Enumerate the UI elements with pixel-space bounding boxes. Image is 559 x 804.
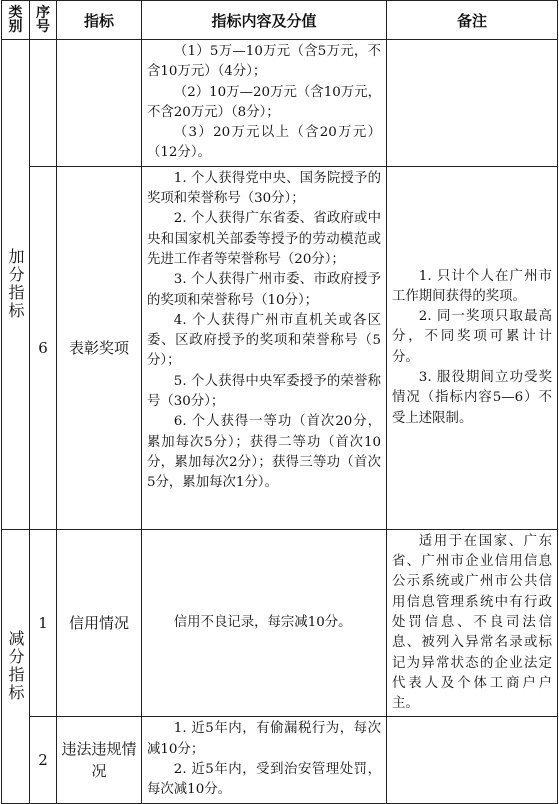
content-cell	[142, 717, 387, 803]
content-item: （3）20万元以上（含20万元）（12分）。	[147, 125, 381, 161]
scoring-table	[1, 0, 558, 804]
table-row	[2, 166, 558, 529]
content-item: （2）10万—20万元（含10万元，不含20万元）（8分）；	[147, 84, 381, 120]
table-header-row	[2, 1, 558, 40]
content-item: 1. 个人获得党中央、国务院授予的奖项和荣誉称号（30分）；	[147, 170, 381, 207]
seq-cell: 1	[30, 529, 57, 717]
content-item: 3. 个人获得广州市委、市政府授予的奖项和荣誉称号（10分）；	[147, 272, 381, 308]
header-notes: 备注	[387, 1, 558, 40]
category-cell-deduction: 减分指标	[2, 529, 30, 803]
category-cell-bonus: 加分指标	[2, 40, 30, 530]
header-indicator: 指标	[57, 1, 142, 40]
indicator-cell: 表彰奖项	[57, 166, 142, 529]
note-item: 3. 服役期间立功受奖情况（指标内容5—6）不受上述限制。	[392, 370, 552, 426]
notes-cell	[387, 40, 558, 167]
note-item: 1. 只计个人在广州市工作期间获得的奖项。	[392, 268, 552, 304]
header-content: 指标内容及分值	[142, 1, 387, 40]
note-item: 2. 同一奖项只取最高分，不同奖项可累计计分。	[392, 309, 552, 365]
content-item: 1. 近5年内，有偷漏税行为，每次减10分；	[147, 721, 381, 757]
seq-cell: 2	[30, 717, 57, 803]
notes-cell	[387, 717, 558, 803]
notes-cell	[387, 166, 558, 529]
content-item: 信用不良记录，每宗减10分。	[173, 614, 352, 630]
indicator-cell: 违法违规情况	[57, 717, 142, 803]
indicator-cell	[57, 40, 142, 167]
content-item: 6. 个人获得一等功（首次20分，累加每次5分）；获得二等功（首次10分，累加每次2分）；获得三等功（首次5分，累加每次1分）。	[147, 414, 381, 491]
content-cell	[142, 166, 387, 529]
content-cell	[142, 40, 387, 167]
table-row	[2, 40, 558, 167]
content-item: （1）5万—10万元（含5万元，不含10万元）（4分）；	[147, 44, 381, 80]
content-item: 2. 个人获得广东省委、省政府或中央和国家机关部委等授予的劳动模范或先进工作者等荣誉称号（20分）；	[147, 211, 381, 267]
table-row	[2, 529, 558, 717]
content-cell	[142, 529, 387, 717]
table-row	[2, 717, 558, 803]
content-item: 4. 个人获得广州市直机关或各区委、区政府授予的奖项和荣誉称号（5分）；	[147, 312, 381, 369]
seq-cell	[30, 40, 57, 167]
seq-cell: 6	[30, 166, 57, 529]
note-item: 适用于在国家、广东省、广州市企业信用信息公示系统或广州市公共信用信息管理系统中有行政处罚信息、不良司法信息、被列入异常名录或标记为异常状态的企业法定代表人及个体工商户户主。	[392, 533, 552, 712]
indicator-cell: 信用情况	[57, 529, 142, 717]
header-category: 类 别	[2, 1, 30, 40]
notes-cell	[387, 529, 558, 717]
content-item: 2. 近5年内，受到治安管理处罚，每次减10分。	[147, 762, 381, 798]
header-seq: 序 号	[30, 1, 57, 40]
content-item: 5. 个人获得中央军委授予的荣誉称号（30分）；	[147, 373, 381, 410]
